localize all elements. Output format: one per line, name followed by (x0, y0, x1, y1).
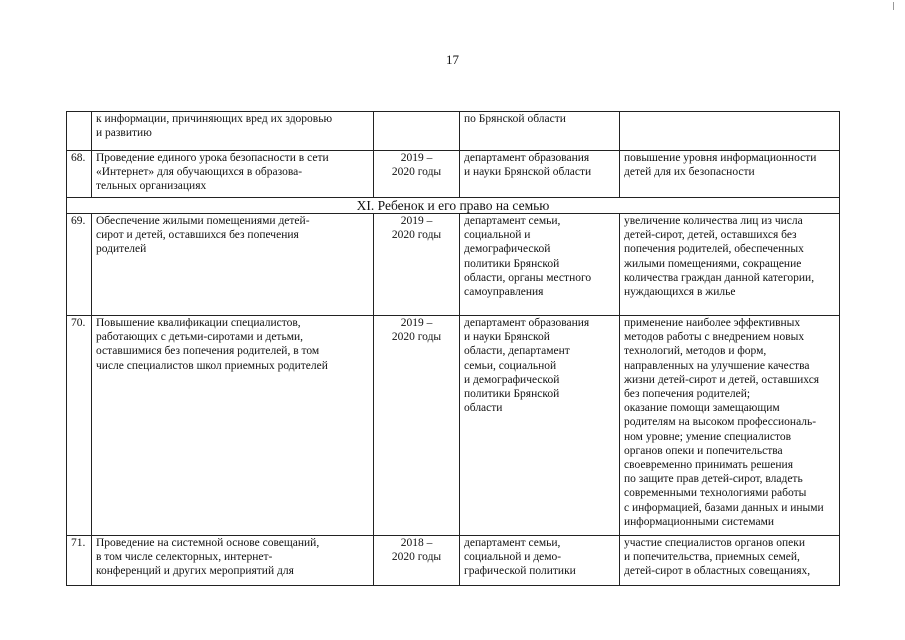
cell-line: оказание помощи замещающим (624, 402, 780, 415)
cell-line: Обеспечение жилыми помещениями детей- (96, 215, 310, 227)
cell-line: жилыми помещениями, сокращение (624, 257, 802, 270)
cell-line: 2018 – (400, 537, 433, 549)
cell-line: своевременно принимать решения (624, 459, 793, 472)
cell-line: Проведение на системной основе совещаний, (96, 537, 320, 549)
cell-line: в том числе селекторных, интернет- (96, 551, 273, 564)
table-row (67, 151, 840, 198)
table-row (67, 536, 840, 586)
cell-line: графической политики (464, 565, 576, 578)
cell-line: области (464, 402, 503, 415)
row-number: 69. (67, 214, 92, 316)
years-cell (374, 112, 460, 151)
row-number: 71. (67, 536, 92, 586)
cell-line: демографической (464, 243, 551, 256)
executor-cell (460, 316, 620, 536)
cell-line: Повышение квалификации специалистов, (96, 317, 301, 329)
result-cell (620, 112, 840, 151)
cell-line: сирот и детей, оставшихся без попечения (96, 229, 299, 242)
cell-line: количества граждан данной категории, (624, 271, 815, 284)
cell-line: родителей (96, 243, 147, 256)
cell-line: применение наиболее эффективных (624, 317, 801, 329)
cell-line: оставшимися без попечения родителей, в том (96, 345, 320, 358)
result-cell (620, 536, 840, 586)
cell-line: участие специалистов органов опеки (624, 537, 805, 549)
result-cell (620, 316, 840, 536)
cell-line: по Брянской области (464, 113, 566, 125)
cell-line: ном уровне; умение специалистов (624, 430, 792, 443)
executor-cell (460, 536, 620, 586)
cell-line: Проведение единого урока безопасности в сети (96, 152, 329, 164)
row-number: 68. (67, 151, 92, 198)
cell-line: с информацией, базами данных и иными (624, 501, 824, 514)
cell-line: «Интернет» для обучающихся в образова- (96, 166, 303, 179)
section-header-row (67, 198, 840, 214)
cell-line: 2020 годы (391, 229, 442, 242)
measure-cell (92, 214, 374, 316)
cell-line: департамент образования (464, 317, 590, 329)
cell-line: области, департамент (464, 345, 570, 358)
cell-line: детей для их безопасности (624, 166, 755, 179)
cell-line: родителям на высоком профессиональ- (624, 416, 817, 429)
result-cell (620, 214, 840, 316)
measures-table (66, 111, 840, 586)
cell-line: технологий, методов и форм, (624, 345, 767, 358)
cell-line: к информации, причиняющих вред их здоровью (96, 113, 333, 125)
cell-line: и попечительства, приемных семей, (624, 551, 800, 564)
section-title: XI. Ребенок и его право на семью (67, 198, 840, 214)
cell-line: 2020 годы (391, 166, 442, 179)
cell-line: увеличение количества лиц из числа (624, 215, 803, 227)
years-cell (374, 214, 460, 316)
table-row (67, 214, 840, 316)
page-number: 17 (446, 52, 459, 67)
cell-line: жизни детей-сирот и детей, оставшихся (624, 373, 820, 386)
cell-line: и развитию (96, 127, 152, 140)
years-cell (374, 316, 460, 536)
row-number: 70. (67, 316, 92, 536)
measure-cell (92, 536, 374, 586)
row-number (67, 112, 92, 151)
measure-cell (92, 316, 374, 536)
cell-line: методов работы с внедрением новых (624, 331, 805, 344)
cell-line: департамент образования (464, 152, 590, 164)
cell-line: тельных организациях (96, 180, 207, 193)
cell-line: департамент семьи, (464, 537, 561, 549)
cell-line: повышение уровня информационности (624, 152, 817, 164)
cell-line: области, органы местного (464, 271, 592, 284)
cell-line: 2020 годы (391, 331, 442, 344)
cell-line: попечения родителей, обеспеченных (624, 243, 804, 256)
executor-cell (460, 214, 620, 316)
years-cell (374, 151, 460, 198)
years-cell (374, 536, 460, 586)
measure-cell (92, 151, 374, 198)
cell-line: органов опеки и попечительства (624, 444, 783, 457)
table-row (67, 316, 840, 536)
cell-line: и науки Брянской (464, 331, 550, 344)
cell-line: политики Брянской (464, 257, 560, 270)
cell-line: и науки Брянской области (464, 166, 592, 179)
cell-line: конференций и других мероприятий для (96, 565, 294, 578)
cell-line: департамент семьи, (464, 215, 561, 227)
cell-line: детей-сирот в областных совещаниях, (624, 565, 811, 578)
cell-line: по защите прав детей-сирот, владеть (624, 473, 803, 486)
cell-line: политики Брянской (464, 388, 560, 401)
measure-cell (92, 112, 374, 151)
result-cell (620, 151, 840, 198)
cell-line: информационными системами (624, 515, 775, 528)
cell-line: направленных на улучшение качества (624, 359, 810, 372)
cell-line: социальной и демо- (464, 551, 562, 564)
cell-line: и демографической (464, 373, 560, 386)
cell-line: 2020 годы (391, 551, 442, 564)
cell-line: семьи, социальной (464, 359, 557, 372)
page-edge-mark (893, 2, 894, 10)
cell-line: 2019 – (400, 215, 433, 227)
cell-line: без попечения родителей; (624, 388, 751, 401)
cell-line: самоуправления (464, 286, 544, 299)
executor-cell (460, 151, 620, 198)
cell-line: детей-сирот, детей, оставшихся без (624, 229, 797, 242)
cell-line: современными технологиями работы (624, 487, 807, 500)
table-row (67, 112, 840, 151)
cell-line: работающих с детьми-сиротами и детьми, (96, 331, 304, 344)
cell-line: числе специалистов школ приемных родителей (96, 359, 328, 372)
cell-line: социальной и (464, 229, 531, 242)
cell-line: 2019 – (400, 317, 433, 329)
executor-cell (460, 112, 620, 151)
cell-line: 2019 – (400, 152, 433, 164)
cell-line: нуждающихся в жилье (624, 286, 736, 299)
